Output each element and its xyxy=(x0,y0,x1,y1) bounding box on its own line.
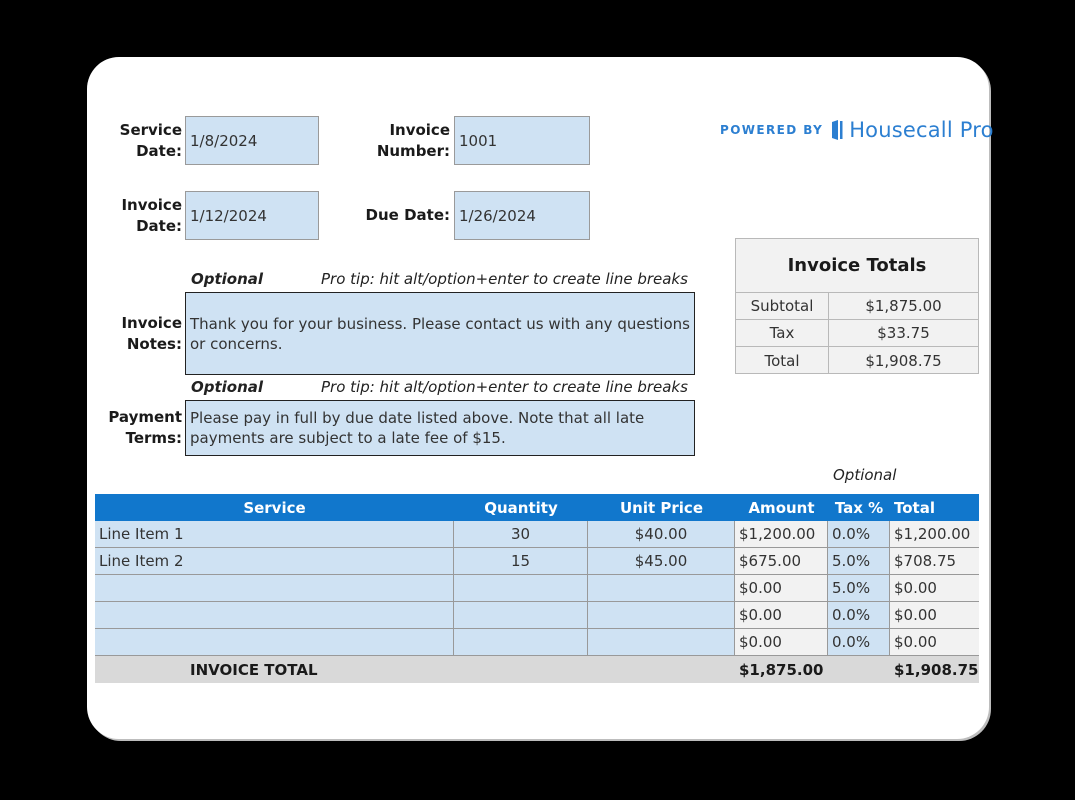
payment-terms-textarea[interactable] xyxy=(185,400,695,456)
table-header xyxy=(95,494,979,521)
totals-value: $1,908.75 xyxy=(865,351,942,370)
total-cell: $0.00 xyxy=(890,602,979,628)
amount-cell: $0.00 xyxy=(735,575,828,601)
label-line: Payment xyxy=(108,408,182,426)
unit-price-cell[interactable]: $45.00 xyxy=(588,548,735,574)
totals-label: Subtotal xyxy=(736,293,829,319)
service-date-label xyxy=(100,120,182,162)
table-row xyxy=(95,575,979,602)
due-date-field[interactable] xyxy=(454,191,590,240)
column-header-tax: Tax % xyxy=(834,498,884,517)
label-line: Date: xyxy=(136,217,182,235)
invoice-total-label: INVOICE TOTAL xyxy=(190,660,318,679)
service-cell[interactable]: Line Item 1 xyxy=(95,521,454,547)
amount-cell: $1,200.00 xyxy=(735,521,828,547)
tax-cell[interactable]: 5.0% xyxy=(828,548,890,574)
table-row xyxy=(95,602,979,629)
tax-cell[interactable]: 0.0% xyxy=(828,629,890,655)
unit-price-cell[interactable]: $40.00 xyxy=(588,521,735,547)
service-date-field[interactable] xyxy=(185,116,319,165)
invoice-notes-textarea[interactable] xyxy=(185,292,695,375)
invoice-date-value: 1/12/2024 xyxy=(190,206,267,225)
totals-row-subtotal xyxy=(736,293,978,320)
due-date-label xyxy=(340,205,450,226)
invoice-number-field[interactable] xyxy=(454,116,590,165)
footer-spacer xyxy=(828,656,890,683)
invoice-number-label xyxy=(360,120,450,162)
notes-pro-tip: Pro tip: hit alt/option+enter to create line breaks xyxy=(321,270,688,288)
amount-cell: $0.00 xyxy=(735,602,828,628)
invoice-notes-value: Thank you for your business. Please contact us with any questions or concerns. xyxy=(190,314,690,353)
amount-cell: $0.00 xyxy=(735,629,828,655)
service-cell[interactable] xyxy=(95,629,454,655)
unit-price-cell[interactable] xyxy=(588,575,735,601)
total-cell: $0.00 xyxy=(890,629,979,655)
service-cell[interactable] xyxy=(95,602,454,628)
table-row xyxy=(95,629,979,656)
terms-optional-label: Optional xyxy=(191,378,264,396)
invoice-totals-title: Invoice Totals xyxy=(736,239,978,293)
total-cell: $708.75 xyxy=(890,548,979,574)
label-line: Date: xyxy=(136,142,182,160)
footer-amount-total: $1,875.00 xyxy=(739,660,824,679)
tax-cell[interactable]: 5.0% xyxy=(828,575,890,601)
footer-spacer xyxy=(454,656,588,683)
label-line: Invoice xyxy=(121,196,182,214)
label-line: Terms: xyxy=(125,429,182,447)
payment-terms-label xyxy=(95,407,182,449)
invoice-totals-panel xyxy=(735,238,979,374)
unit-price-cell[interactable] xyxy=(588,602,735,628)
powered-by-text: POWERED BY xyxy=(720,123,824,137)
totals-value: $1,875.00 xyxy=(865,297,942,315)
housecall-pro-door-icon xyxy=(831,119,844,141)
quantity-cell[interactable]: 30 xyxy=(454,521,588,547)
totals-row-total xyxy=(736,347,978,374)
due-date-value: 1/26/2024 xyxy=(459,206,536,225)
invoice-number-value: 1001 xyxy=(459,131,498,150)
totals-row-tax xyxy=(736,320,978,347)
label-line: Invoice xyxy=(121,314,182,332)
column-header-amount: Amount xyxy=(748,498,815,517)
tax-optional-label: Optional xyxy=(833,466,897,484)
invoice-date-field[interactable] xyxy=(185,191,319,240)
terms-pro-tip: Pro tip: hit alt/option+enter to create line breaks xyxy=(321,378,688,396)
line-items-table xyxy=(95,494,979,683)
column-header-total: Total xyxy=(894,498,935,517)
total-cell: $1,200.00 xyxy=(890,521,979,547)
tax-cell[interactable]: 0.0% xyxy=(828,521,890,547)
notes-optional-label: Optional xyxy=(191,270,264,288)
service-cell[interactable]: Line Item 2 xyxy=(95,548,454,574)
column-header-unit-price: Unit Price xyxy=(620,498,703,517)
label-line: Due Date: xyxy=(365,206,450,224)
tax-cell[interactable]: 0.0% xyxy=(828,602,890,628)
invoice-notes-label xyxy=(100,313,182,355)
invoice-date-label xyxy=(100,195,182,237)
payment-terms-value: Please pay in full by due date listed above. Note that all late payments are subject to a late fee of $15. xyxy=(190,409,645,447)
unit-price-cell[interactable] xyxy=(588,629,735,655)
label-line: Notes: xyxy=(126,335,182,353)
table-row xyxy=(95,521,979,548)
quantity-cell[interactable]: 15 xyxy=(454,548,588,574)
service-date-value: 1/8/2024 xyxy=(190,131,258,150)
total-cell: $0.00 xyxy=(890,575,979,601)
quantity-cell[interactable] xyxy=(454,629,588,655)
table-row xyxy=(95,548,979,575)
table-footer xyxy=(95,656,979,683)
column-header-quantity: Quantity xyxy=(484,498,558,517)
quantity-cell[interactable] xyxy=(454,575,588,601)
powered-by-brand xyxy=(720,116,994,144)
label-line: Service xyxy=(119,121,182,139)
brand-name: Housecall Pro xyxy=(849,118,994,142)
quantity-cell[interactable] xyxy=(454,602,588,628)
footer-spacer xyxy=(588,656,735,683)
amount-cell: $675.00 xyxy=(735,548,828,574)
column-header-service: Service xyxy=(243,498,306,517)
totals-value: $33.75 xyxy=(877,324,930,342)
label-line: Number: xyxy=(376,142,450,160)
service-cell[interactable] xyxy=(95,575,454,601)
totals-label: Total xyxy=(736,347,829,374)
label-line: Invoice xyxy=(389,121,450,139)
totals-label: Tax xyxy=(736,320,829,346)
footer-grand-total: $1,908.75 xyxy=(894,660,979,679)
